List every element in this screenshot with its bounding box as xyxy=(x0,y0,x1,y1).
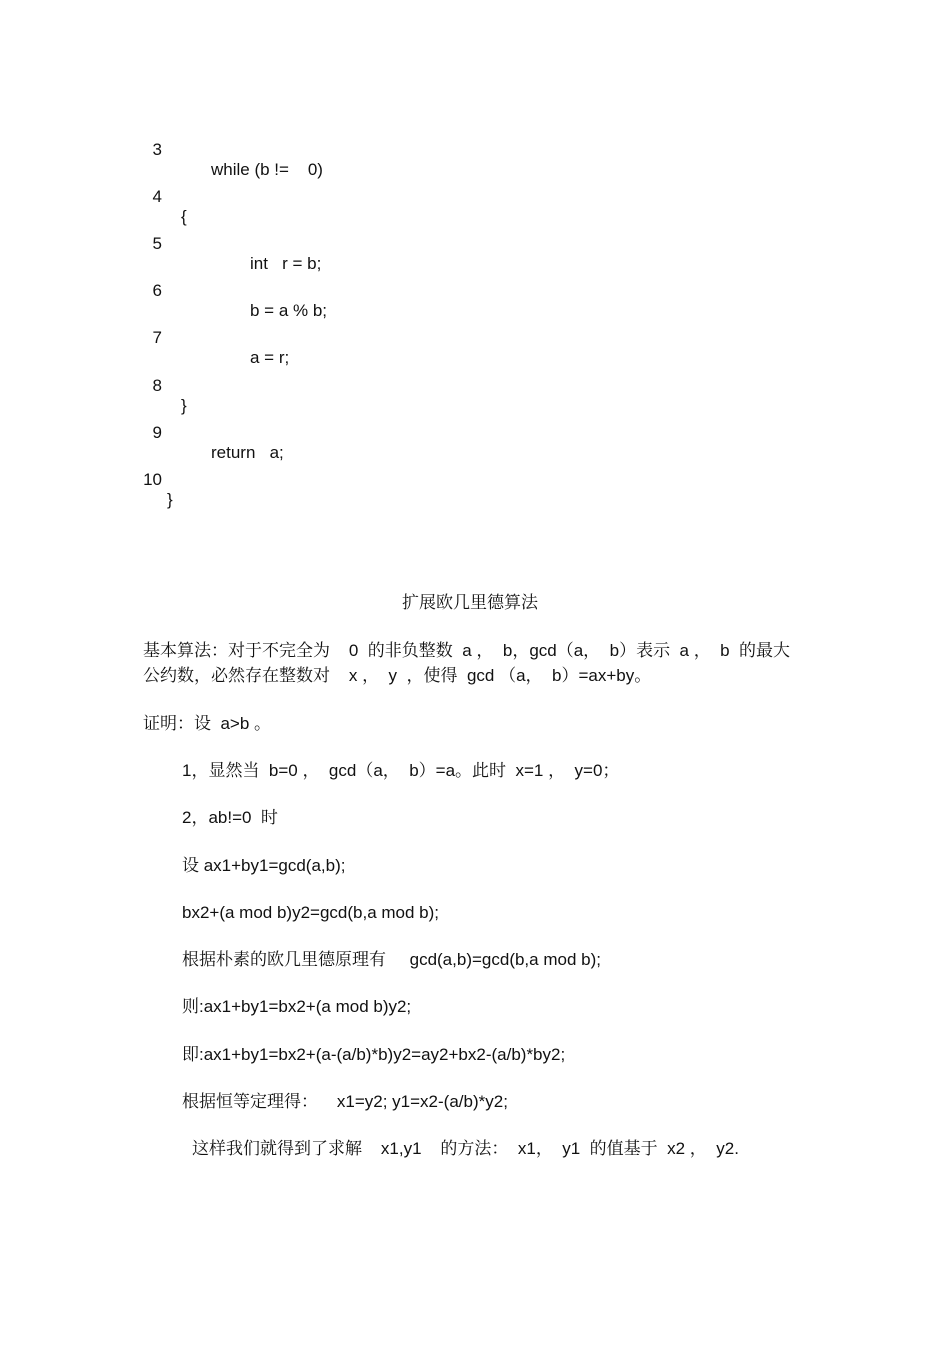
code-text: } xyxy=(167,490,173,509)
line-number: 8 xyxy=(152,376,162,395)
code-text: { xyxy=(181,207,187,226)
code-text: while (b != 0) xyxy=(211,160,323,179)
proof-label: 证明：设 a>b 。 xyxy=(143,714,272,733)
proof-step: 则:ax1+by1=bx2+(a mod b)y2; xyxy=(182,997,412,1016)
proof-step: 这样我们就得到了求解 x1,y1 的方法： x1， y1 的值基于 x2 ， y2. xyxy=(192,1139,739,1158)
proof-step: bx2+(a mod b)y2=gcd(b,a mod b); xyxy=(182,903,440,922)
proof-step: 1，显然当 b=0 ， gcd（a， b）=a。此时 x=1 ， y=0； xyxy=(182,761,620,780)
line-number: 6 xyxy=(152,281,162,300)
proof-step: 根据恒等定理得： x1=y2; y1=x2-(a/b)*y2; xyxy=(182,1092,508,1111)
proof-step: 设 ax1+by1=gcd(a,b); xyxy=(182,856,346,875)
proof-step: 2，ab!=0 时 xyxy=(182,808,278,827)
code-text: int r = b; xyxy=(250,254,322,273)
intro-line-2: 公约数，必然存在整数对 x ， y ，使得 gcd （a， b）=ax+by。 xyxy=(143,666,652,685)
line-number: 4 xyxy=(152,187,162,206)
code-text: } xyxy=(181,396,187,415)
line-number: 7 xyxy=(152,328,162,347)
line-number: 9 xyxy=(152,423,162,442)
code-text: a = r; xyxy=(250,348,290,367)
line-number: 3 xyxy=(152,140,162,159)
line-number: 10 xyxy=(143,470,162,489)
intro-line-1: 基本算法：对于不完全为 0 的非负整数 a ， b，gcd（a， b）表示 a ， b 的最大 xyxy=(143,641,791,660)
proof-step: 根据朴素的欧几里德原理有 gcd(a,b)=gcd(b,a mod b); xyxy=(182,950,601,969)
code-text: return a; xyxy=(211,443,284,462)
line-number: 5 xyxy=(152,234,162,253)
code-line xyxy=(0,450,173,530)
code-text: b = a % b; xyxy=(250,301,328,320)
section-title: 扩展欧几里德算法 xyxy=(402,593,538,612)
proof-step: 即:ax1+by1=bx2+(a-(a/b)*b)y2=ay2+bx2-(a/b)*by2; xyxy=(182,1045,566,1064)
